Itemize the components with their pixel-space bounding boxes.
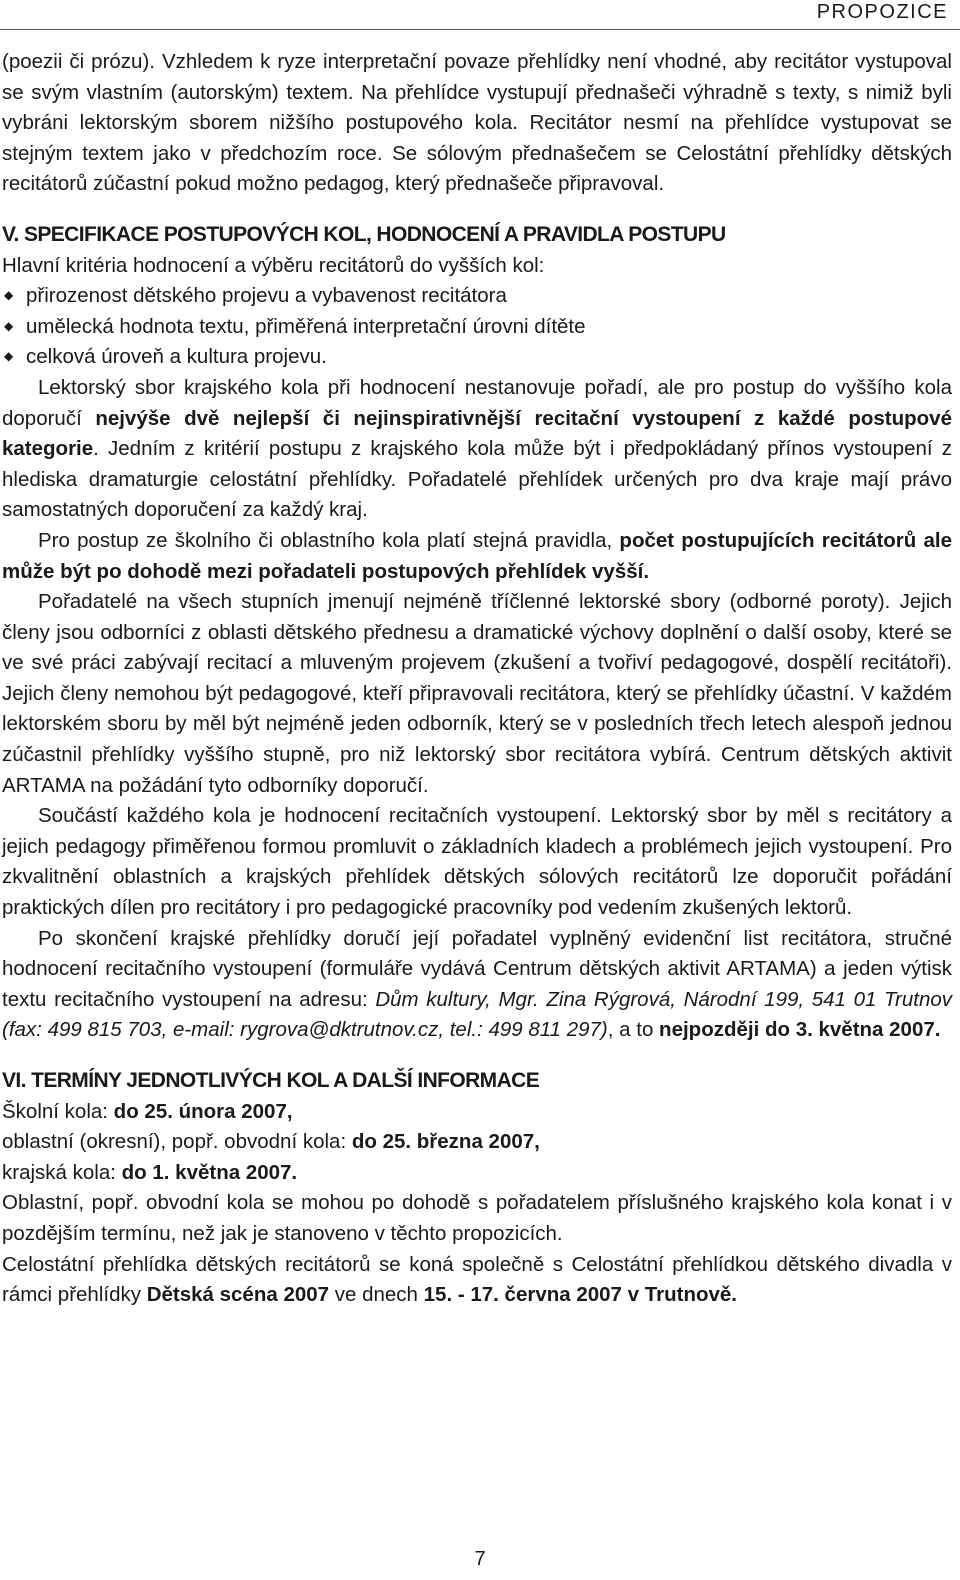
- criteria-item-text: přirozenost dětského projevu a vybavenost recitátora: [26, 284, 507, 308]
- text-run: Školní kola:: [2, 1099, 114, 1123]
- evaluation-paragraph: [2, 373, 952, 526]
- text-run: Pro postup ze školního či oblastního kola platí stejná pravidla,: [38, 528, 620, 552]
- diamond-bullet-icon: ◆: [4, 318, 14, 333]
- text-run: . Jedním z kritérií postupu z krajského kola může být i předpokládaný přínos vystoupení z hlediska dramaturgie celostátní přehlídky. Pořadatelé přehlídek určených pro dva kraje mají právo samostatných doporučení za každý kraj.: [2, 437, 952, 522]
- bold-run: do 25. února 2007,: [113, 1099, 293, 1123]
- assessment-paragraph: Součástí každého kola je hodnocení recitačních vystoupení. Lektorský sbor by měl s recitátory a jejich pedagogy přiměřenou formou promluvit o základních kladech a problémech jejich vystoupení. Pro zkvalitnění oblastních a krajských přehlídek dětských sólových recitátorů lze doporučit pořádání praktických dílen pro recitátory i pro pedagogické pracovníky pod vedením zkušených lektorů.: [2, 804, 952, 920]
- criteria-list: [2, 281, 952, 373]
- criteria-intro: Hlavní kritéria hodnocení a výběru recitátorů do vyšších kol:: [2, 253, 545, 277]
- spacer: [2, 1046, 952, 1066]
- criteria-item: [2, 312, 952, 343]
- criteria-item: [2, 342, 952, 373]
- diamond-bullet-icon: ◆: [4, 288, 14, 303]
- criteria-item-text: celková úroveň a kultura projevu.: [26, 345, 327, 369]
- spacer: [2, 200, 952, 220]
- text-run: , a to: [607, 1018, 660, 1042]
- regional-round-line: [2, 1158, 952, 1189]
- address-italic: Dům kultury, Mgr. Zina Rýgrová, Národní 199, 541 01 Trutnov (fax: 499 815 703, e-mail: rygrova@dktrutnov.cz, tel.: 499 811 297): [2, 987, 953, 1042]
- bold-run: nejvýše dvě nejlepší či nejinspirativnější recitační vystoupení z každé postupové kategorie: [2, 406, 952, 461]
- deadline-bold: nejpozději do 3. května 2007.: [659, 1018, 941, 1042]
- bold-run: do 1. května 2007.: [121, 1160, 298, 1184]
- school-round-line: [2, 1097, 952, 1128]
- district-round-line: [2, 1127, 952, 1158]
- text-run: krajská kola:: [2, 1160, 122, 1184]
- schedule-note: Oblastní, popř. obvodní kola se mohou po dohodě s pořadatelem příslušného krajského kola konat i v pozdějším termínu, než jak je stanoveno v těchto propozicích.: [2, 1191, 952, 1245]
- text-run: Celostátní přehlídka dětských recitátorů se koná společně s Celostátní přehlídkou dětského divadla v rámci přehlídky: [2, 1252, 952, 1307]
- criteria-item-text: umělecká hodnota textu, přiměřená interpretační úrovni dítěte: [26, 314, 586, 338]
- bold-run: Dětská scéna 2007: [146, 1283, 330, 1307]
- page-number: 7: [474, 1548, 486, 1570]
- header-title: PROPOZICE: [816, 1, 948, 23]
- criteria-item: [2, 281, 952, 312]
- national-show-paragraph: [2, 1250, 952, 1311]
- section-6-heading: VI. TERMÍNY JEDNOTLIVÝCH KOL A DALŠÍ INFORMACE: [2, 1069, 540, 1092]
- document-body: [2, 47, 952, 1311]
- bold-run: 15. - 17. června 2007 v Trutnově.: [423, 1283, 738, 1307]
- text-run: oblastní (okresní), popř. obvodní kola:: [2, 1130, 352, 1154]
- section-5-heading: V. SPECIFIKACE POSTUPOVÝCH KOL, HODNOCENÍ A PRAVIDLA POSTUPU: [2, 222, 726, 246]
- intro-paragraph: (poezii či prózu). Vzhledem k ryze interpretační povaze přehlídky není vhodné, aby recitátor vystupoval se svým vlastním (autorským) textem. Na přehlídce vystupují přednašeči výhradně s texty, s nimiž byli vybráni lektorským sborem nižšího postupového kola. Recitátor nesmí na přehlídce vystupovat se stejným textem jako v předchozím roce. Se sólovým přednašečem se Celostátní přehlídky dětských recitátorů zúčastní pokud možno pedagog, který přednašeče připravoval.: [2, 50, 952, 196]
- text-run: ve dnech: [329, 1283, 424, 1307]
- page-header: [0, 0, 960, 30]
- bold-run: počet postupujících recitátorů ale může být po dohodě mezi pořadateli postupových přehlídek vyšší.: [2, 528, 952, 583]
- text-run: Lektorský sbor krajského kola při hodnocení nestanovuje pořadí, ale pro postup do vyššího kola doporučí: [2, 375, 952, 430]
- header-rule: [0, 29, 960, 30]
- advancement-paragraph: [2, 526, 952, 587]
- jury-paragraph: Pořadatelé na všech stupních jmenují nejméně tříčlenné lektorské sbory (odborné poroty). Jejich členy jsou odborníci z oblasti dětského přednesu a dramatické výchovy doplnění o další osoby, které se ve své práci zabývají recitací a mluveným projevem (zkušení a tvořiví pedagogové, dospělí recitátoři). Jejich členy nemohou být pedagogové, kteří připravovali recitátora, který se přehlídky účastní. V každém lektorském sboru by měl být nejméně jeden odborník, který se v posledních třech letech alespoň jednou zúčastnil přehlídky vyššího stupně, pro niž lektorský sbor recitátora vybírá. Centrum dětských aktivit ARTAMA na požádání tyto odborníky doporučí.: [2, 590, 952, 797]
- bold-run: do 25. března 2007,: [351, 1130, 540, 1154]
- text-run: Po skončení krajské přehlídky doručí její pořadatel vyplněný evidenční list recitátora, stručné hodnocení recitačního vystoupení (formuláře vydává Centrum dětských aktivit ARTAMA) a jeden výtisk textu recitačního vystoupení na adresu:: [2, 926, 952, 1011]
- diamond-bullet-icon: ◆: [4, 349, 14, 364]
- submission-paragraph: [2, 924, 952, 1046]
